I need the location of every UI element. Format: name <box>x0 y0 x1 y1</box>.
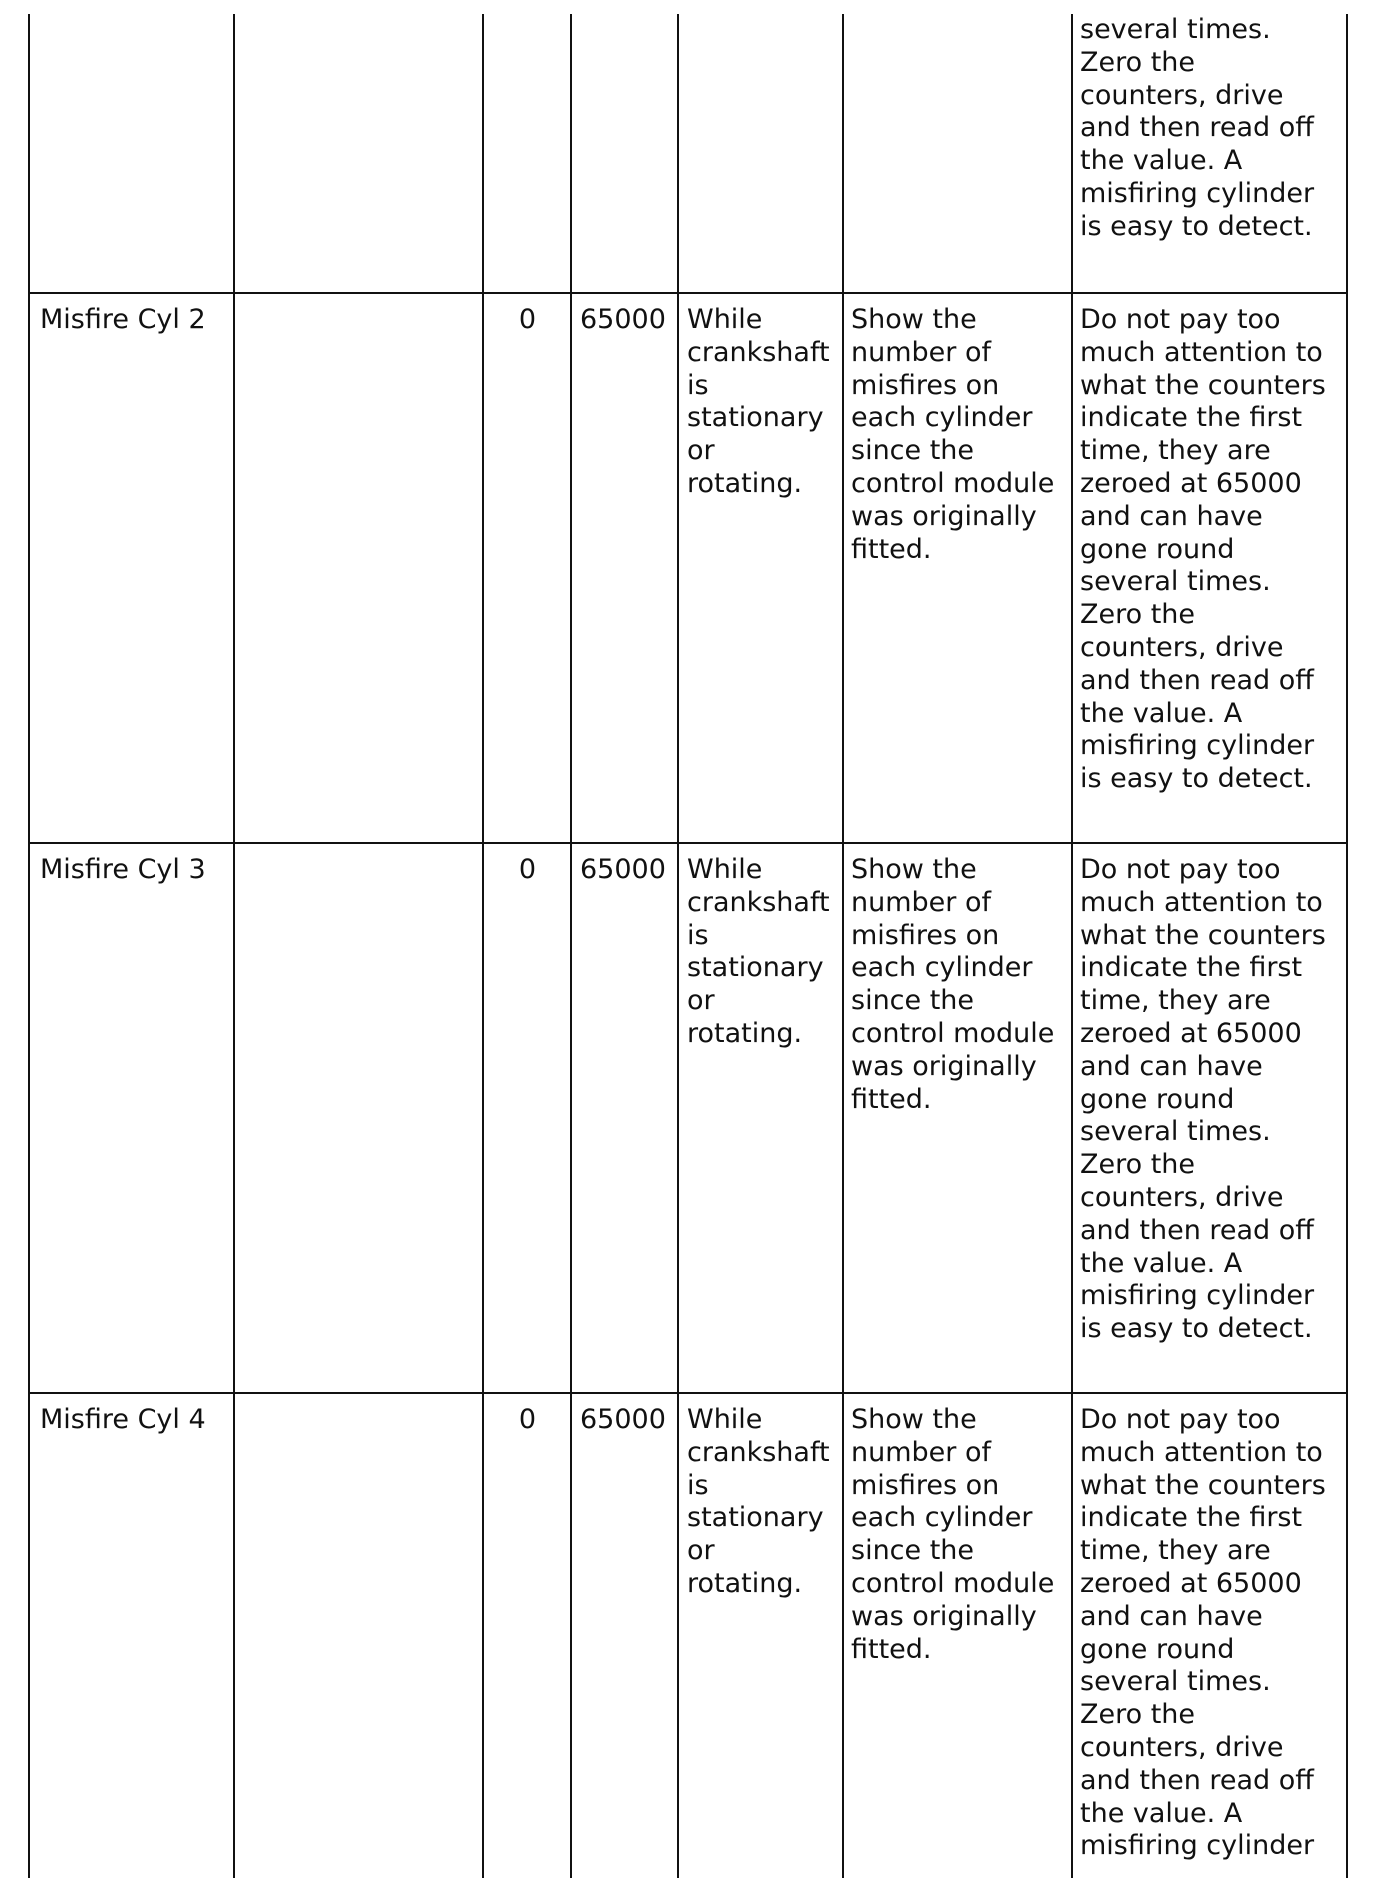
row-rule <box>28 1392 1348 1394</box>
row-max-cell: 65000 <box>580 854 666 885</box>
row-description-cell: Show the number of misfires on each cylinder since the control module was originally fitted. <box>851 854 1055 1115</box>
row-max-cell: 65000 <box>580 1404 666 1435</box>
row-name-cell: Misfire Cyl 4 <box>40 1404 206 1435</box>
row-note-cell: Do not pay too much attention to what the counters indicate the first time, they are zeroed at 65000 and can have gone round several times. Zero the counters, drive and then read off the value. A misfiring cylinder <box>1080 1404 1326 1862</box>
row-description-cell: Show the number of misfires on each cylinder since the control module was originally fitted. <box>851 304 1055 565</box>
row-rule <box>28 292 1348 294</box>
row-min-cell: 0 <box>518 304 536 335</box>
row-max-cell: 65000 <box>580 304 666 335</box>
row-description-cell: Show the number of misfires on each cylinder since the control module was originally fitted. <box>851 1404 1055 1665</box>
row-name-cell: Misfire Cyl 2 <box>40 304 206 335</box>
continued-note-cell: several times. Zero the counters, drive and then read off the value. A misfiring cylinder is easy to detect. <box>1080 14 1315 242</box>
row-name-cell: Misfire Cyl 3 <box>40 854 206 885</box>
row-condition-cell: While crankshaft is stationary or rotating. <box>687 304 830 499</box>
row-min-cell: 0 <box>518 854 536 885</box>
row-rule <box>28 842 1348 844</box>
row-note-cell: Do not pay too much attention to what the counters indicate the first time, they are zeroed at 65000 and can have gone round several times. Zero the counters, drive and then read off the value. A misfiring cylinder is easy to detect. <box>1080 854 1326 1345</box>
row-condition-cell: While crankshaft is stationary or rotating. <box>687 1404 830 1599</box>
row-condition-cell: While crankshaft is stationary or rotating. <box>687 854 830 1049</box>
row-min-cell: 0 <box>518 1404 536 1435</box>
row-note-cell: Do not pay too much attention to what the counters indicate the first time, they are zeroed at 65000 and can have gone round several times. Zero the counters, drive and then read off the value. A misfiring cylinder is easy to detect. <box>1080 304 1326 795</box>
